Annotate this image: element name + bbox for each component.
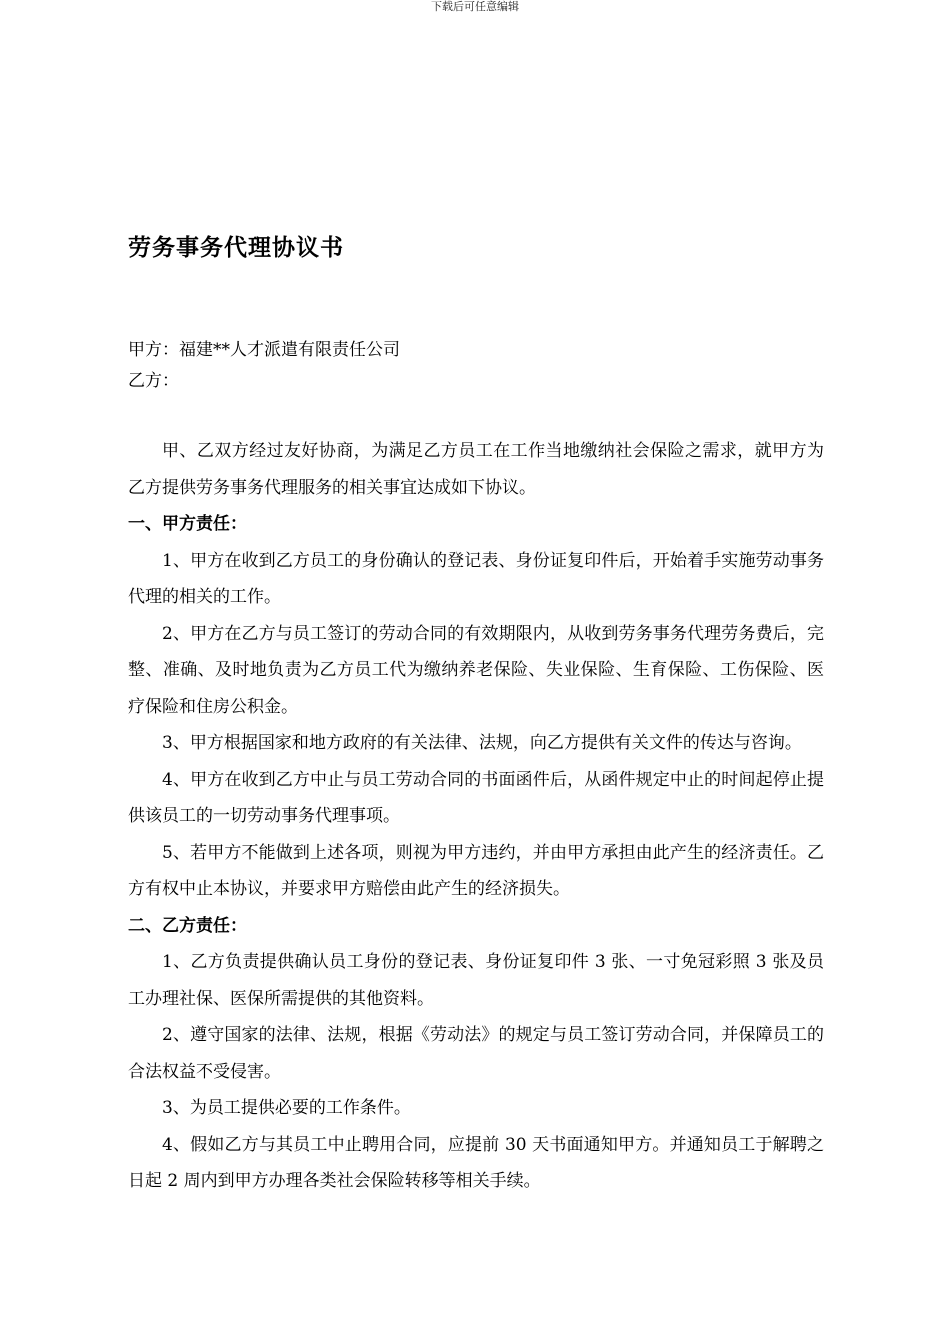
section-1-item-3: 3、甲方根据国家和地方政府的有关法律、法规，向乙方提供有关文件的传达与咨询。 <box>162 733 802 753</box>
party-b: 乙方： <box>128 371 179 391</box>
section-2-item-4: 4、假如乙方与其员工中止聘用合同，应提前 30 天书面通知甲方。并通知员工于解聘之日起 2 周内到甲方办理各类社会保险转移等相关手续。 <box>128 1134 824 1191</box>
party-a: 甲方：福建**人才派遣有限责任公司 <box>128 340 400 360</box>
section-1-heading: 一、甲方责任： <box>128 514 247 534</box>
section-2-item-3: 3、为员工提供必要的工作条件。 <box>162 1098 411 1118</box>
document-title: 劳务事务代理协议书 <box>128 234 344 261</box>
document-body <box>128 335 824 1200</box>
section-2-item-1: 1、乙方负责提供确认员工身份的登记表、身份证复印件 3 张、一寸免冠彩照 3 张及员工办理社保、医保所需提供的其他资料。 <box>128 952 824 1009</box>
section-1-item-2: 2、甲方在乙方与员工签订的劳动合同的有效期限内，从收到劳务事务代理劳务费后，完整、准确、及时地负责为乙方员工代为缴纳养老保险、失业保险、生育保险、工伤保险、医疗保险和住房公积金。 <box>128 623 824 717</box>
section-1-item-4: 4、甲方在收到乙方中止与员工劳动合同的书面函件后，从函件规定中止的时间起停止提供该员工的一切劳动事务代理事项。 <box>128 769 824 826</box>
section-2-item-2: 2、遵守国家的法律、法规，根据《劳动法》的规定与员工签订劳动合同，并保障员工的合法权益不受侵害。 <box>128 1025 824 1082</box>
section-1-item-5: 5、若甲方不能做到上述各项，则视为甲方违约，并由甲方承担由此产生的经济责任。乙方有权中止本协议，并要求甲方赔偿由此产生的经济损失。 <box>128 842 824 899</box>
header-note: 下载后可任意编辑 <box>431 0 519 13</box>
intro-paragraph: 甲、乙双方经过友好协商，为满足乙方员工在工作当地缴纳社会保险之需求，就甲方为乙方提供劳务事务代理服务的相关事宜达成如下协议。 <box>128 441 824 498</box>
section-1-item-1: 1、甲方在收到乙方员工的身份确认的登记表、身份证复印件后，开始着手实施劳动事务代理的相关的工作。 <box>128 550 824 607</box>
section-2-heading: 二、乙方责任： <box>128 915 247 936</box>
